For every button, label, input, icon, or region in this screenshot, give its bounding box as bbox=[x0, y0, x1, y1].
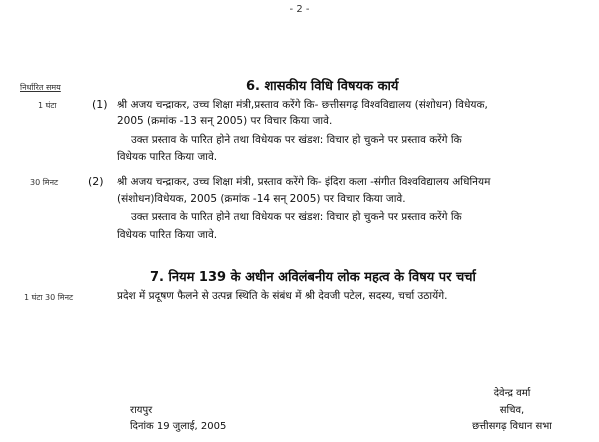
item-1-line-1: श्री अजय चन्द्राकर, उच्च शिक्षा मंत्री,प्रस्ताव करेंगे कि- छत्तीसगढ़ विश्वविद्यालय (संशोधन) विधेयक, bbox=[117, 99, 488, 111]
item-2-line-1: श्री अजय चन्द्राकर, उच्च शिक्षा मंत्री, प्रस्ताव करेंगे कि- इंदिरा कला -संगीत विश्वविद्यालय अधिनियम bbox=[117, 176, 491, 188]
section-7-heading: 7. नियम 139 के अधीन अविलंबनीय लोक महत्व के विषय पर चर्चा bbox=[150, 270, 476, 285]
item-1-line-4: विधेयक पारित किया जावे. bbox=[117, 151, 218, 163]
section-7-time: 1 घंटा 30 मिनट bbox=[24, 293, 74, 302]
signatory-office: छत्तीसगढ़ विधान सभा bbox=[472, 421, 552, 432]
item-2-number: (2) bbox=[88, 175, 104, 188]
item-2-line-4: विधेयक पारित किया जावे. bbox=[117, 229, 218, 241]
signatory-title: सचिव, bbox=[499, 405, 525, 416]
item-1-number: (1) bbox=[92, 98, 108, 111]
page-number: - 2 - bbox=[289, 4, 310, 15]
item-1-line-2: 2005 (क्रमांक -13 सन् 2005) पर विचार किया जावे. bbox=[117, 115, 333, 127]
item-2-time: 30 मिनट bbox=[30, 178, 59, 187]
item-1-time: 1 घंटा bbox=[38, 101, 57, 110]
item-1-line-3: उक्त प्रस्ताव के पारित होने तथा विधेयक पर खंडश: विचार हो चुकने पर प्रस्ताव करेंगे कि bbox=[131, 134, 462, 146]
section-6-heading: 6. शासकीय विधि विषयक कार्य bbox=[246, 79, 399, 94]
time-column-header: निर्धारित समय bbox=[20, 83, 61, 92]
place-text: रायपुर bbox=[130, 405, 153, 416]
signatory-name: देवेन्द्र वर्मा bbox=[493, 388, 531, 399]
item-2-line-3: उक्त प्रस्ताव के पारित होने तथा विधेयक पर खंडश: विचार हो चुकने पर प्रस्ताव करेंगे कि bbox=[131, 211, 462, 223]
date-text: दिनांक 19 जुलाई, 2005 bbox=[130, 421, 227, 432]
item-2-line-2: (संशोधन)विधेयक, 2005 (क्रमांक -14 सन् 2005) पर विचार किया जावे. bbox=[117, 193, 406, 205]
section-7-text: प्रदेश में प्रदूषण फैलने से उत्पन्न स्थिति के संबंध में श्री देवजी पटेल, सदस्य, चर्चा उठायेंगे. bbox=[117, 290, 448, 302]
